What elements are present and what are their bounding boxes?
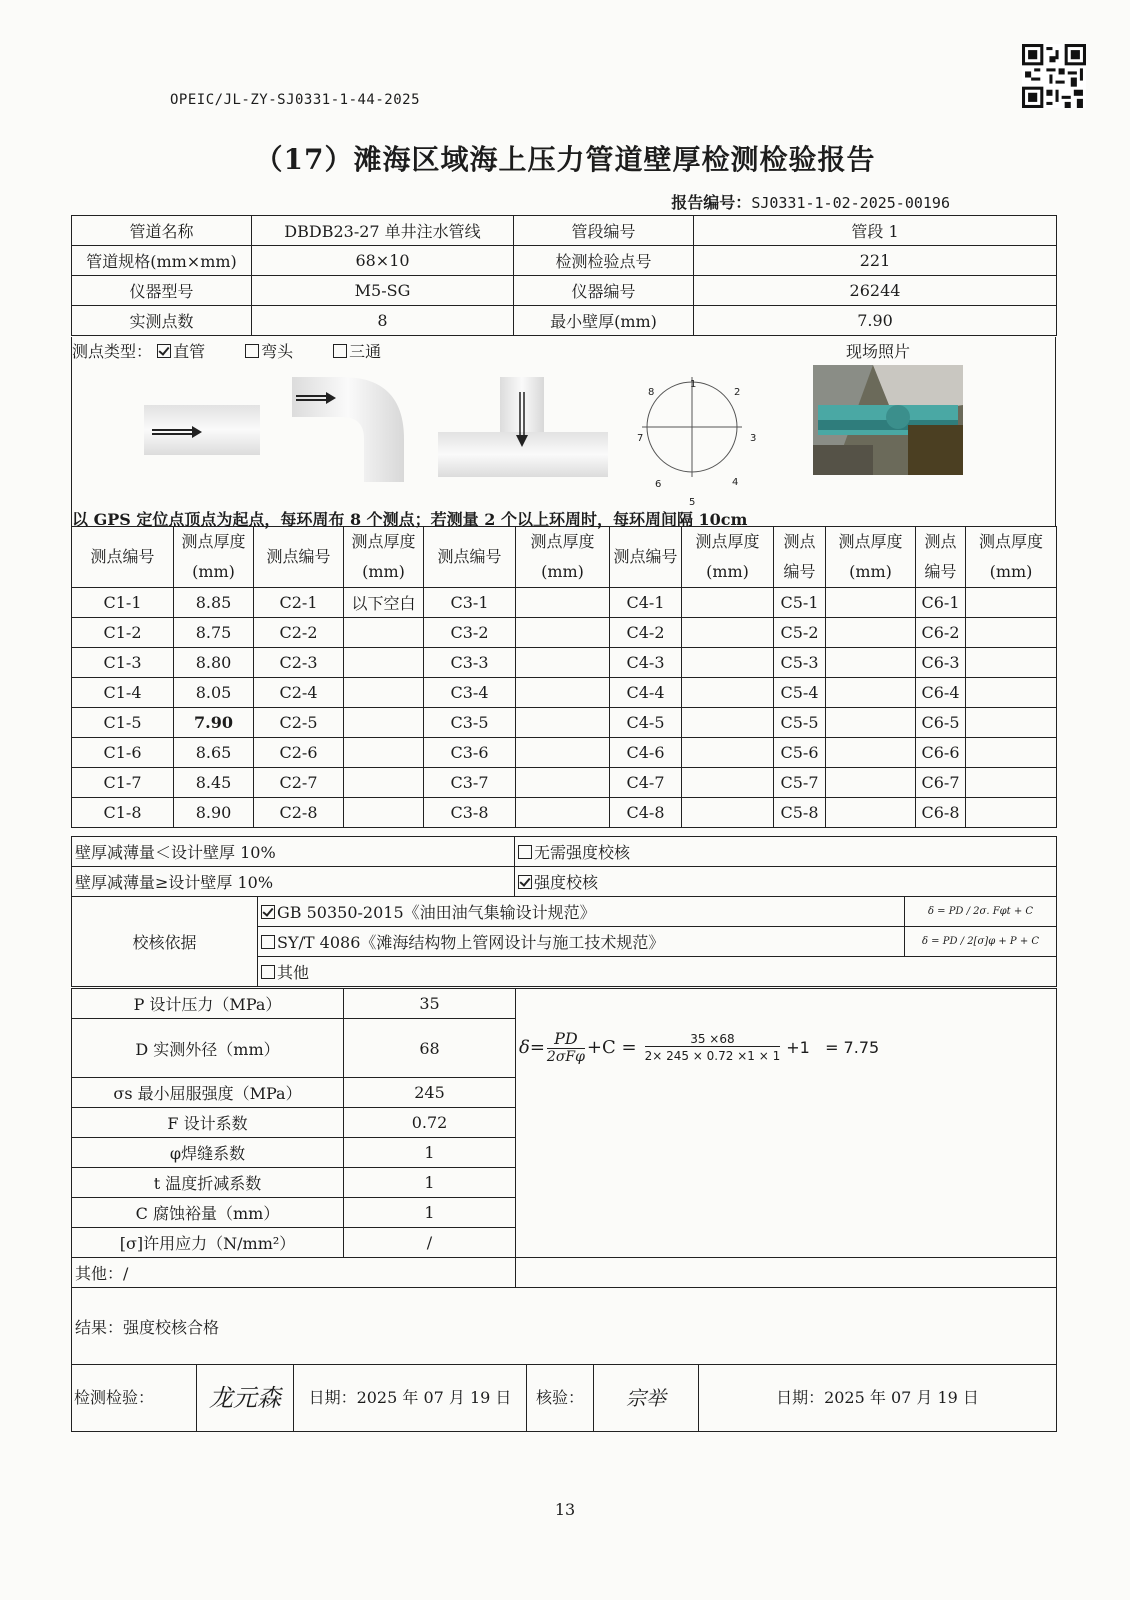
info-label: 检测检验点号 (514, 246, 694, 276)
site-photo (813, 365, 963, 475)
photo-label: 现场照片 (846, 342, 911, 361)
thickness-cell: 以下空白 (344, 588, 424, 618)
point-id-cell: C1-1 (72, 588, 174, 618)
diagram-point-number: 4 (732, 477, 739, 488)
thickness-cell (516, 708, 610, 738)
parameter-label: P 设计压力（MPa） (72, 989, 344, 1019)
thickness-cell (966, 738, 1057, 768)
point-id-cell: C4-6 (610, 738, 682, 768)
table-row (72, 588, 1057, 618)
point-type-row (72, 339, 421, 362)
point-id-cell: C6-8 (916, 798, 966, 828)
basis-formula-1: δ = PD / 2[σ]φ + P + C (905, 927, 1057, 957)
basis-text-0: GB 50350-2015《油田油气集输设计规范》 (277, 903, 596, 922)
thickness-cell (344, 768, 424, 798)
thickness-cell (516, 768, 610, 798)
info-label: 管段编号 (514, 216, 694, 246)
calc-result: +1 = 7.75 (786, 1037, 880, 1057)
thickness-cell (826, 678, 916, 708)
point-id-cell: C2-2 (254, 618, 344, 648)
thickness-cell (966, 588, 1057, 618)
reduction-row-1-option (515, 837, 1057, 867)
point-id-cell: C6-4 (916, 678, 966, 708)
basis-text-2: 其他 (277, 963, 310, 982)
point-type-option-label: 弯头 (261, 342, 294, 361)
point-id-cell: C5-8 (774, 798, 826, 828)
thickness-cell: 8.75 (174, 618, 254, 648)
point-id-cell: C3-8 (424, 798, 516, 828)
other-note: 其他：/ (72, 1258, 516, 1288)
thickness-cell: 7.90 (174, 708, 254, 738)
point-id-cell: C4-3 (610, 648, 682, 678)
measurement-header: 测点编号 (424, 527, 516, 588)
diagram-point-number: 7 (637, 433, 644, 444)
point-id-cell: C2-6 (254, 738, 344, 768)
point-type-checkbox-1[interactable] (245, 344, 259, 358)
thickness-cell (826, 648, 916, 678)
info-row (72, 216, 1057, 246)
thickness-cell (682, 588, 774, 618)
point-id-cell: C2-8 (254, 798, 344, 828)
calc-lhs: δ= (519, 1036, 545, 1058)
measurement-header: 测点编号 (774, 527, 826, 588)
point-id-cell: C6-3 (916, 648, 966, 678)
thickness-cell (826, 768, 916, 798)
table-row (72, 738, 1057, 768)
calc-lhs-numerator: PD (554, 1029, 578, 1048)
point-type-option-0 (157, 342, 205, 361)
point-type-option-1 (245, 342, 293, 361)
point-id-cell: C5-2 (774, 618, 826, 648)
info-label: 最小壁厚(mm) (514, 306, 694, 336)
calc-numerator: 35 ×68 (690, 1031, 735, 1046)
point-id-cell: C1-2 (72, 618, 174, 648)
point-type-label: 测点类型： (72, 342, 153, 361)
diagram-point-number: 2 (734, 387, 741, 398)
point-id-cell: C4-7 (610, 768, 682, 798)
thickness-cell (682, 768, 774, 798)
point-id-cell: C6-7 (916, 768, 966, 798)
point-type-option-2 (333, 342, 381, 361)
parameter-label: t 温度折减系数 (72, 1168, 344, 1198)
table-row (72, 768, 1057, 798)
parameter-value: 68 (344, 1019, 516, 1078)
measurement-header: 测点编号 (72, 527, 174, 588)
document-code: OPEIC/JL-ZY-SJ0331-1-44-2025 (170, 92, 421, 108)
point-id-cell: C3-5 (424, 708, 516, 738)
point-id-cell: C5-1 (774, 588, 826, 618)
thickness-cell (344, 798, 424, 828)
point-id-cell: C1-6 (72, 738, 174, 768)
info-label: 实测点数 (72, 306, 252, 336)
measurement-header: 测点厚度(mm) (682, 527, 774, 588)
report-number-value: SJ0331-1-02-2025-00196 (751, 194, 950, 212)
diagram-point-number: 5 (689, 497, 696, 508)
measurement-header: 测点厚度(mm) (516, 527, 610, 588)
parameter-label: φ焊缝系数 (72, 1138, 344, 1168)
calc-denominator: 2× 245 × 0.72 ×1 × 1 (645, 1046, 781, 1063)
result-text: 结果：强度校核合格 (72, 1288, 1057, 1365)
inspection-date: 日期：2025 年 07 月 19 日 (294, 1365, 527, 1431)
point-type-checkbox-2[interactable] (333, 344, 347, 358)
table-row (72, 618, 1057, 648)
tee-diagram (438, 377, 608, 477)
parameter-value: / (344, 1228, 516, 1258)
point-id-cell: C3-4 (424, 678, 516, 708)
point-id-cell: C4-2 (610, 618, 682, 648)
thickness-cell: 8.80 (174, 648, 254, 678)
thickness-cell (826, 588, 916, 618)
point-id-cell: C3-6 (424, 738, 516, 768)
parameter-value: 1 (344, 1198, 516, 1228)
thickness-cell (966, 648, 1057, 678)
basis-formula-0: δ = PD / 2σ. Fφt + C (905, 897, 1057, 927)
no-check-checkbox[interactable] (518, 845, 532, 859)
straight-pipe-diagram (144, 405, 260, 455)
thickness-cell (966, 708, 1057, 738)
diagram-point-number: 3 (750, 433, 757, 444)
thickness-cell (826, 738, 916, 768)
measurement-header: 测点编号 (916, 527, 966, 588)
point-id-cell: C6-1 (916, 588, 966, 618)
thickness-cell (966, 618, 1057, 648)
parameter-label: σs 最小屈服强度（MPa） (72, 1078, 344, 1108)
thickness-cell: 8.45 (174, 768, 254, 798)
point-id-cell: C1-3 (72, 648, 174, 678)
point-id-cell: C5-3 (774, 648, 826, 678)
point-id-cell: C1-7 (72, 768, 174, 798)
point-id-cell: C4-1 (610, 588, 682, 618)
thickness-cell: 8.85 (174, 588, 254, 618)
no-check-label: 无需强度校核 (534, 843, 631, 862)
measurement-header-row (72, 527, 1057, 588)
thickness-cell (682, 708, 774, 738)
thickness-cell (682, 678, 774, 708)
info-value: M5-SG (252, 276, 514, 306)
measurement-header: 测点编号 (254, 527, 344, 588)
point-type-checkbox-0[interactable] (157, 344, 171, 358)
thickness-cell: 8.05 (174, 678, 254, 708)
thickness-cell (344, 678, 424, 708)
parameter-row (72, 989, 1057, 1019)
point-type-option-label: 直管 (173, 342, 206, 361)
point-id-cell: C3-2 (424, 618, 516, 648)
basis-item-1 (258, 927, 905, 957)
point-id-cell: C2-1 (254, 588, 344, 618)
calc-plus-c: +C = (586, 1036, 637, 1058)
info-value: 68×10 (252, 246, 514, 276)
measurement-point-diagram (622, 377, 772, 527)
basis-item-0 (258, 897, 905, 927)
reduction-row-2-option (515, 867, 1057, 897)
info-value: 26244 (694, 276, 1057, 306)
strength-check-label: 强度校核 (534, 873, 599, 892)
parameter-value: 0.72 (344, 1108, 516, 1138)
info-row (72, 246, 1057, 276)
thickness-cell (682, 618, 774, 648)
basis-checkbox-1[interactable] (261, 935, 275, 949)
parameter-label: C 腐蚀裕量（mm） (72, 1198, 344, 1228)
measurement-header: 测点厚度(mm) (344, 527, 424, 588)
inspector-signature: 龙元森 (197, 1365, 294, 1431)
parameter-value: 1 (344, 1168, 516, 1198)
diagram-point-number: 1 (690, 379, 697, 390)
report-title: （17）滩海区域海上压力管道壁厚检测检验报告 (254, 143, 876, 176)
parameter-value: 245 (344, 1078, 516, 1108)
point-id-cell: C5-7 (774, 768, 826, 798)
basis-checkbox-0[interactable] (261, 905, 275, 919)
thickness-cell (826, 618, 916, 648)
check-basis-table (71, 836, 1057, 987)
thickness-cell (826, 798, 916, 828)
measurement-header: 测点厚度(mm) (174, 527, 254, 588)
thickness-cell (344, 618, 424, 648)
info-row (72, 306, 1057, 336)
thickness-cell (516, 588, 610, 618)
parameter-table (71, 988, 1057, 1432)
thickness-cell (682, 738, 774, 768)
diagram-point-number: 6 (655, 479, 662, 490)
basis-checkbox-2[interactable] (261, 965, 275, 979)
point-id-cell: C1-5 (72, 708, 174, 738)
thickness-cell (516, 798, 610, 828)
info-value: 8 (252, 306, 514, 336)
info-value: 7.90 (694, 306, 1057, 336)
report-number-label: 报告编号： (671, 193, 752, 212)
thickness-cell: 8.65 (174, 738, 254, 768)
report-number (671, 190, 950, 213)
thickness-cell (516, 648, 610, 678)
point-id-cell: C5-5 (774, 708, 826, 738)
thickness-cell (516, 618, 610, 648)
point-id-cell: C6-2 (916, 618, 966, 648)
thickness-cell (826, 708, 916, 738)
measurement-header: 测点厚度(mm) (966, 527, 1057, 588)
point-id-cell: C2-5 (254, 708, 344, 738)
measurement-header: 测点编号 (610, 527, 682, 588)
point-id-cell: C4-8 (610, 798, 682, 828)
inspector-label: 检测检验： (72, 1365, 197, 1431)
measurement-table (71, 526, 1057, 828)
parameter-label: D 实测外径（mm） (72, 1019, 344, 1078)
thickness-cell (344, 648, 424, 678)
point-id-cell: C5-4 (774, 678, 826, 708)
calc-lhs-denominator: 2σFφ (546, 1049, 585, 1065)
thickness-cell: 8.90 (174, 798, 254, 828)
thickness-cell (966, 768, 1057, 798)
info-value: 管段 1 (694, 216, 1057, 246)
reduction-row-2-label: 壁厚减薄量≥设计壁厚 10% (72, 867, 515, 897)
basis-item-2 (258, 957, 1057, 987)
table-row (72, 798, 1057, 828)
table-row (72, 678, 1057, 708)
thickness-cell (344, 708, 424, 738)
parameter-label: F 设计系数 (72, 1108, 344, 1138)
point-id-cell: C4-4 (610, 678, 682, 708)
info-label: 仪器型号 (72, 276, 252, 306)
elbow-diagram (292, 377, 407, 482)
basis-label: 校核依据 (72, 897, 258, 987)
thickness-cell (516, 678, 610, 708)
point-id-cell: C3-7 (424, 768, 516, 798)
point-id-cell: C2-3 (254, 648, 344, 678)
point-id-cell: C3-1 (424, 588, 516, 618)
table-row (72, 708, 1057, 738)
point-id-cell: C3-3 (424, 648, 516, 678)
thickness-cell (516, 738, 610, 768)
point-id-cell: C4-5 (610, 708, 682, 738)
thickness-cell (966, 678, 1057, 708)
page-number: 13 (554, 1500, 576, 1519)
point-layout-note: 以 GPS 定位点顶点为起点，每环周布 8 个测点；若测量 2 个以上环周时，每环周间隔 10cm (72, 510, 748, 529)
reduction-row-1-label: 壁厚减薄量＜设计壁厚 10% (72, 837, 515, 867)
point-id-cell: C6-5 (916, 708, 966, 738)
point-type-section (71, 337, 1056, 527)
point-type-option-label: 三通 (349, 342, 382, 361)
measurement-header: 测点厚度(mm) (826, 527, 916, 588)
info-label: 管道规格(mm×mm) (72, 246, 252, 276)
qr-code-icon (1022, 44, 1086, 108)
parameter-value: 1 (344, 1138, 516, 1168)
point-id-cell: C2-4 (254, 678, 344, 708)
review-date: 日期：2025 年 07 月 19 日 (776, 1388, 979, 1407)
thickness-cell (682, 798, 774, 828)
point-id-cell: C5-6 (774, 738, 826, 768)
pipe-info-table (71, 215, 1057, 336)
strength-check-checkbox[interactable] (518, 875, 532, 889)
thickness-cell (682, 648, 774, 678)
info-label: 仪器编号 (514, 276, 694, 306)
parameter-value: 35 (344, 989, 516, 1019)
point-id-cell: C2-7 (254, 768, 344, 798)
table-row (72, 648, 1057, 678)
point-id-cell: C1-8 (72, 798, 174, 828)
info-value: DBDB23-27 单井注水管线 (252, 216, 514, 246)
info-value: 221 (694, 246, 1057, 276)
info-row (72, 276, 1057, 306)
reviewer-label: 核验： (527, 1365, 594, 1431)
calculation-cell (516, 989, 1057, 1258)
info-label: 管道名称 (72, 216, 252, 246)
point-id-cell: C6-6 (916, 738, 966, 768)
thickness-cell (966, 798, 1057, 828)
parameter-label: [σ]许用应力（N/mm²） (72, 1228, 344, 1258)
basis-text-1: SY/T 4086《滩海结构物上管网设计与施工技术规范》 (277, 933, 665, 952)
point-id-cell: C1-4 (72, 678, 174, 708)
reviewer-signature: 宗举 (594, 1365, 699, 1431)
diagram-point-number: 8 (648, 387, 655, 398)
thickness-cell (344, 738, 424, 768)
